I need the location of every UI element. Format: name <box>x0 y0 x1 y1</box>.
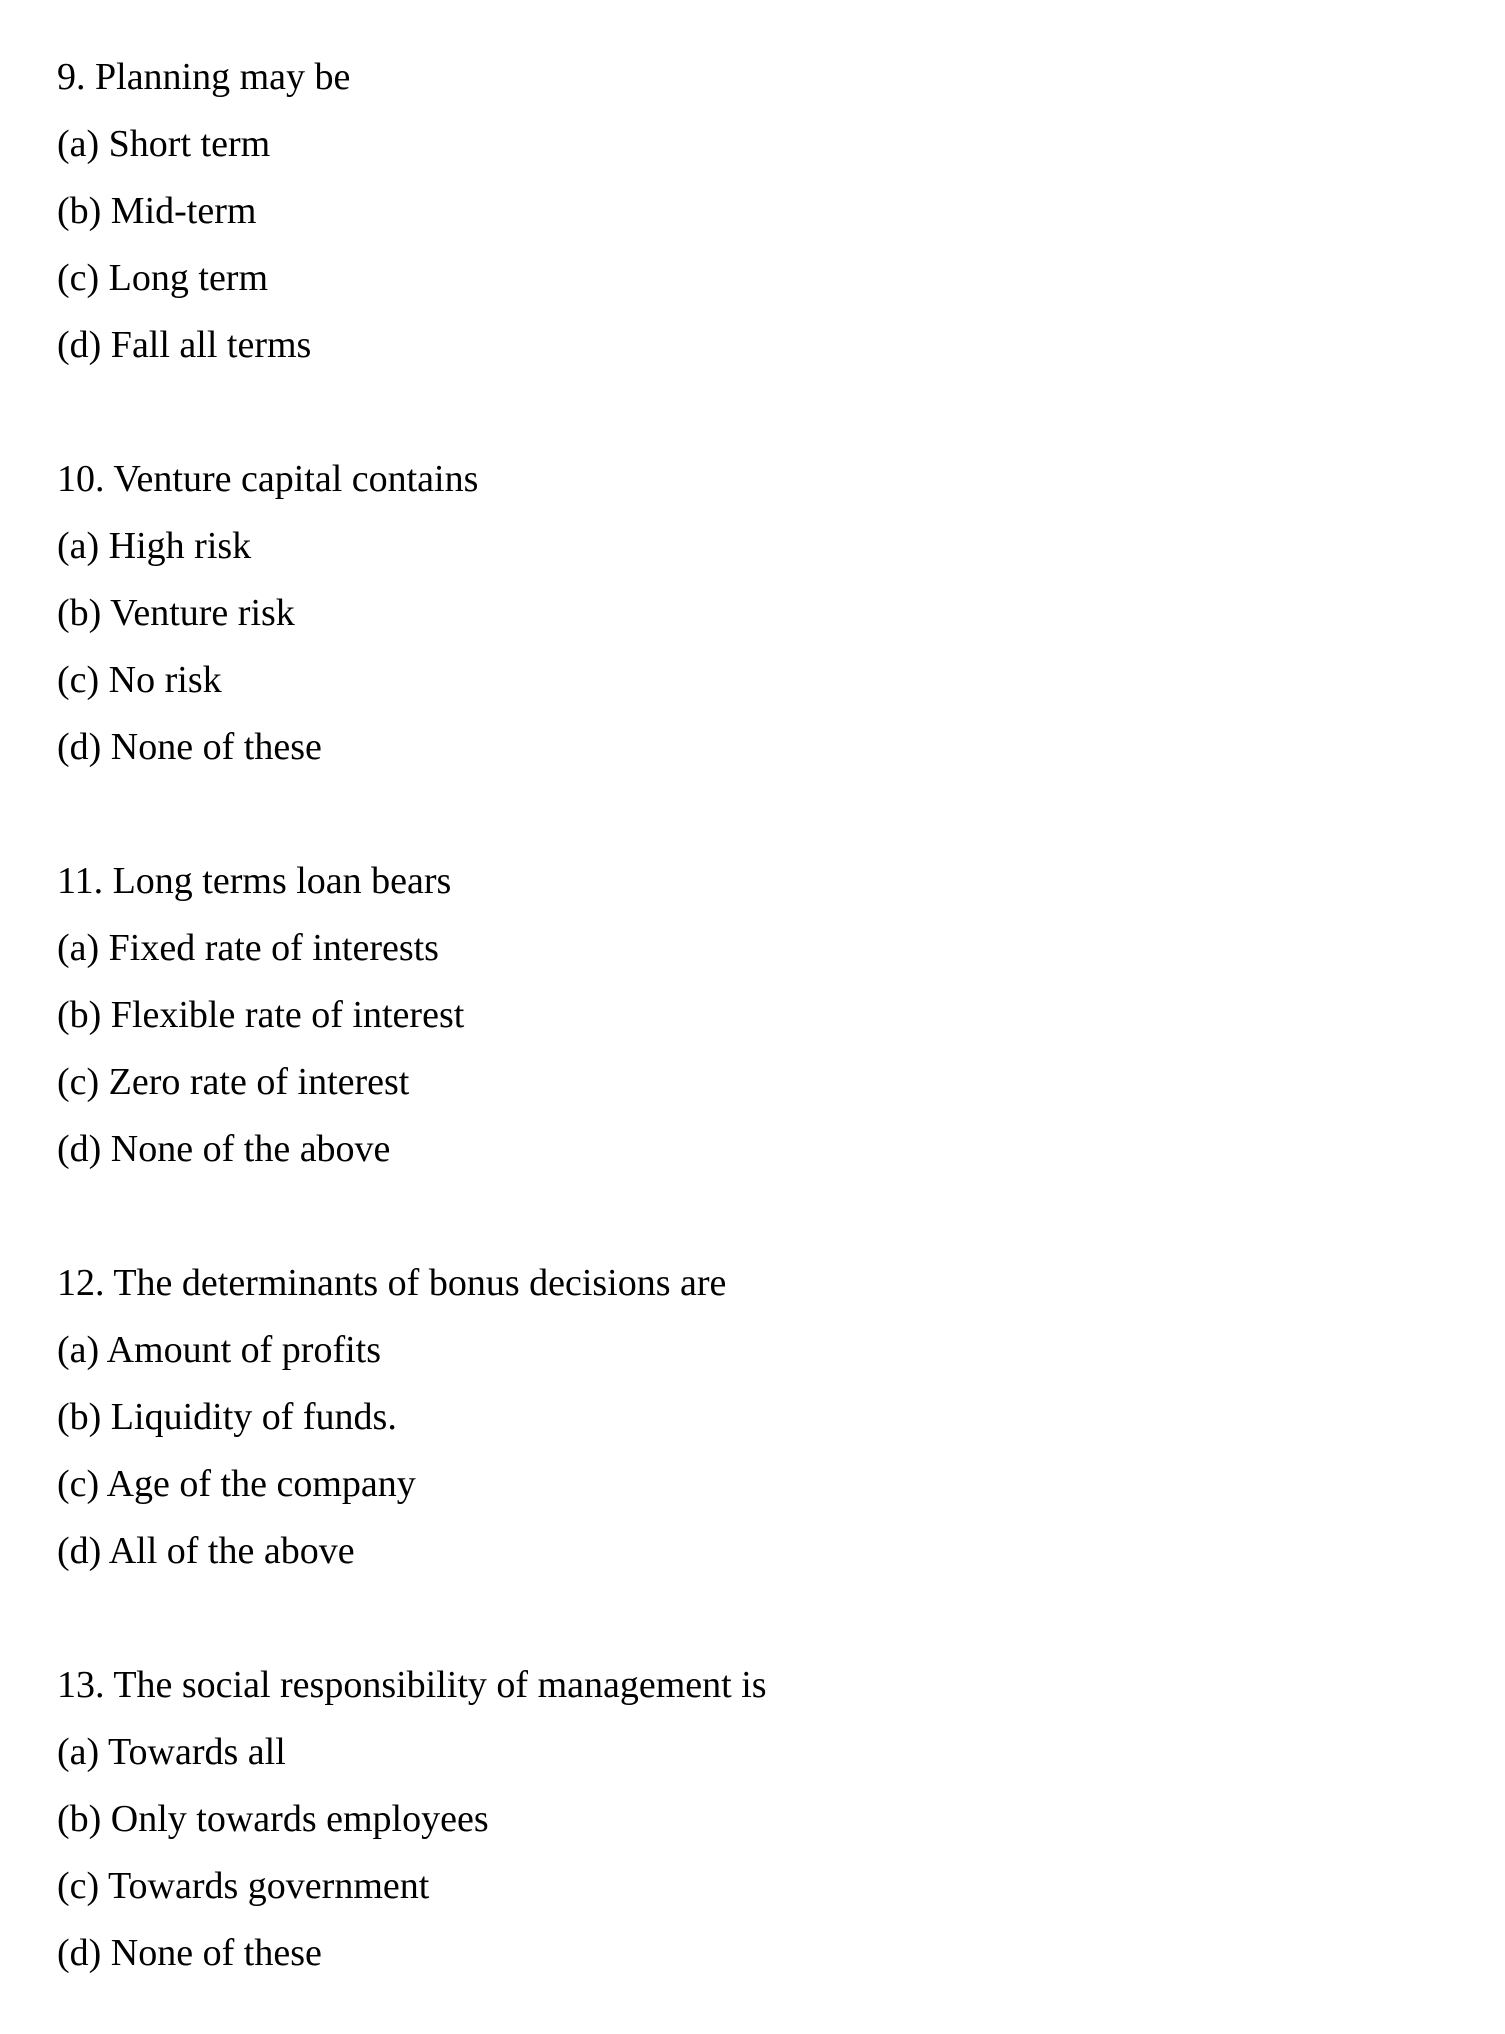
question-text: 13. The social responsibility of management is <box>57 1664 767 1706</box>
option-d: (d) None of the above <box>57 1128 391 1170</box>
question-text: 9. Planning may be <box>57 56 351 98</box>
option-d: (d) None of these <box>57 726 322 768</box>
option-b: (b) Only towards employees <box>57 1798 489 1840</box>
option-a: (a) Towards all <box>57 1731 286 1773</box>
question-11 <box>57 848 767 1183</box>
option-c: (c) Long term <box>57 257 269 299</box>
option-d: (d) All of the above <box>57 1530 355 1572</box>
question-10 <box>57 446 767 781</box>
option-c: (c) Towards government <box>57 1865 430 1907</box>
question-13 <box>57 1652 767 1987</box>
document-page <box>57 44 767 1987</box>
question-text: 11. Long terms loan bears <box>57 860 452 902</box>
option-a: (a) High risk <box>57 525 252 567</box>
option-b: (b) Flexible rate of interest <box>57 994 465 1036</box>
option-c: (c) Age of the company <box>57 1463 416 1505</box>
option-a: (a) Amount of profits <box>57 1329 382 1371</box>
question-text: 10. Venture capital contains <box>57 458 479 500</box>
question-12 <box>57 1250 767 1585</box>
option-b: (b) Mid-term <box>57 190 257 232</box>
option-b: (b) Liquidity of funds. <box>57 1396 397 1438</box>
question-9 <box>57 44 767 379</box>
option-c: (c) Zero rate of interest <box>57 1061 410 1103</box>
option-a: (a) Short term <box>57 123 271 165</box>
option-c: (c) No risk <box>57 659 222 701</box>
option-b: (b) Venture risk <box>57 592 295 634</box>
question-text: 12. The determinants of bonus decisions are <box>57 1262 727 1304</box>
option-d: (d) None of these <box>57 1932 322 1974</box>
option-d: (d) Fall all terms <box>57 324 312 366</box>
option-a: (a) Fixed rate of interests <box>57 927 439 969</box>
